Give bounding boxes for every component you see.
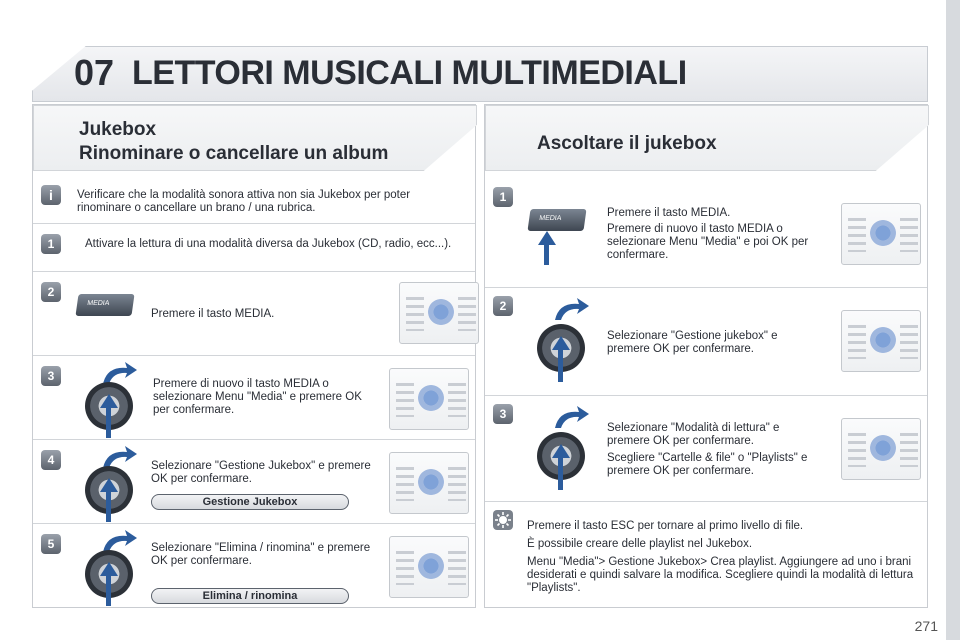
audio-unit-illustration (841, 310, 921, 372)
audio-unit-illustration (389, 368, 469, 430)
control-dial-icon (870, 327, 896, 353)
preset-keys (406, 297, 424, 331)
menu-option-elimina-rinomina[interactable]: Elimina / rinomina (151, 588, 349, 604)
step-number-badge: 2 (41, 282, 61, 302)
step-number-badge: 1 (41, 234, 61, 254)
step-text: Premere di nuovo il tasto MEDIA o selezionare Menu "Media" e poi OK per confermare. (607, 223, 809, 261)
tips-row (485, 501, 927, 607)
step-number-badge: 5 (41, 534, 61, 554)
press-arrow-stem (544, 245, 549, 265)
step-text: Selezionare "Elimina / rinomina" e premere OK per confermare. (151, 542, 371, 567)
preset-keys (848, 218, 866, 252)
press-arrow-stem (558, 458, 563, 490)
step-text: Premere il tasto MEDIA. (151, 308, 275, 320)
info-row (33, 177, 475, 223)
control-dial-icon (418, 469, 444, 495)
audio-unit-illustration (389, 536, 469, 598)
audio-unit-illustration (399, 282, 479, 344)
chapter-number: 07 (74, 52, 115, 93)
preset-keys (396, 467, 414, 501)
chapter-header (32, 46, 928, 102)
preset-keys (900, 325, 918, 359)
left-section (32, 104, 476, 608)
press-arrow-icon (552, 444, 570, 458)
menu-option-gestione-jukebox[interactable]: Gestione Jukebox (151, 494, 349, 510)
preset-keys (396, 383, 414, 417)
press-arrow-stem (106, 576, 111, 606)
control-dial-icon (418, 553, 444, 579)
control-dial-icon (870, 220, 896, 246)
left-step-5 (33, 523, 475, 607)
right-step-1 (485, 179, 927, 287)
preset-keys (848, 433, 866, 467)
tip-text-playlist: È possibile creare delle playlist nel Jukebox. (527, 538, 753, 550)
step-text: Premere di nuovo il tasto MEDIA o selezionare Menu "Media" e premere OK per confermare. (153, 378, 362, 416)
press-arrow-icon (100, 478, 118, 492)
rotate-arrow-icon (551, 404, 591, 430)
step-text: Attivare la lettura di una modalità diversa da Jukebox (CD, radio, ecc...). (85, 238, 452, 250)
info-icon: i (41, 185, 61, 205)
right-section (484, 104, 928, 608)
press-arrow-icon (100, 562, 118, 576)
preset-keys (900, 218, 918, 252)
left-step-3 (33, 355, 475, 439)
step-number-badge: 2 (493, 296, 513, 316)
press-arrow-icon (552, 336, 570, 350)
preset-keys (448, 467, 466, 501)
step-number-badge: 4 (41, 450, 61, 470)
control-dial-icon (418, 385, 444, 411)
preset-keys (458, 297, 476, 331)
section-title-jukebox: Jukebox (79, 119, 157, 140)
right-step-3 (485, 395, 927, 501)
press-arrow-stem (106, 492, 111, 522)
info-text: Verificare che la modalità sonora attiva non sia Jukebox per poter rinominare o cancellare un brano / una rubrica. (77, 189, 411, 214)
step-number-badge: 3 (41, 366, 61, 386)
preset-keys (448, 551, 466, 585)
tip-text-crea-playlist: Menu "Media"> Gestione Jukebox> Crea playlist. Aggiungere ad uno i brani desiderati e quindi salvare la modifica. Scegliere quindi la modalità di lettura "Playlists". (527, 556, 914, 594)
press-arrow-stem (106, 408, 111, 438)
step-text: Selezionare "Gestione jukebox" e premere OK per confermare. (607, 330, 778, 355)
step-text: Scegliere "Cartelle & file" o "Playlists" e premere OK per confermare. (607, 452, 808, 477)
press-arrow-stem (558, 350, 563, 382)
page-edge-rail (946, 0, 960, 640)
preset-keys (448, 383, 466, 417)
page-number: 271 (914, 618, 938, 634)
preset-keys (848, 325, 866, 359)
right-step-2 (485, 287, 927, 395)
step-text: Premere il tasto MEDIA. (607, 207, 731, 219)
step-number-badge: 3 (493, 404, 513, 424)
left-step-1 (33, 223, 475, 271)
media-button[interactable]: MEDIA (75, 294, 134, 316)
control-dial-icon (428, 299, 454, 325)
left-step-4 (33, 439, 475, 523)
audio-unit-illustration (841, 418, 921, 480)
press-arrow-icon (538, 231, 556, 245)
preset-keys (396, 551, 414, 585)
tip-icon (493, 510, 513, 530)
step-text: Selezionare "Modalità di lettura" e premere OK per confermare. (607, 422, 780, 447)
section-title-ascoltare: Ascoltare il jukebox (537, 133, 717, 154)
media-button[interactable]: MEDIA (527, 209, 586, 231)
section-title-rename: Rinominare o cancellare un album (79, 143, 389, 164)
preset-keys (900, 433, 918, 467)
audio-unit-illustration (389, 452, 469, 514)
rotate-arrow-icon (551, 296, 591, 322)
chapter-title: LETTORI MUSICALI MULTIMEDIALI (132, 54, 687, 92)
step-number-badge: 1 (493, 187, 513, 207)
left-step-2 (33, 271, 475, 355)
audio-unit-illustration (841, 203, 921, 265)
step-text: Selezionare "Gestione Jukebox" e premere OK per confermare. (151, 460, 371, 485)
press-arrow-icon (100, 394, 118, 408)
control-dial-icon (870, 435, 896, 461)
tip-text-esc: Premere il tasto ESC per tornare al primo livello di file. (527, 520, 804, 532)
